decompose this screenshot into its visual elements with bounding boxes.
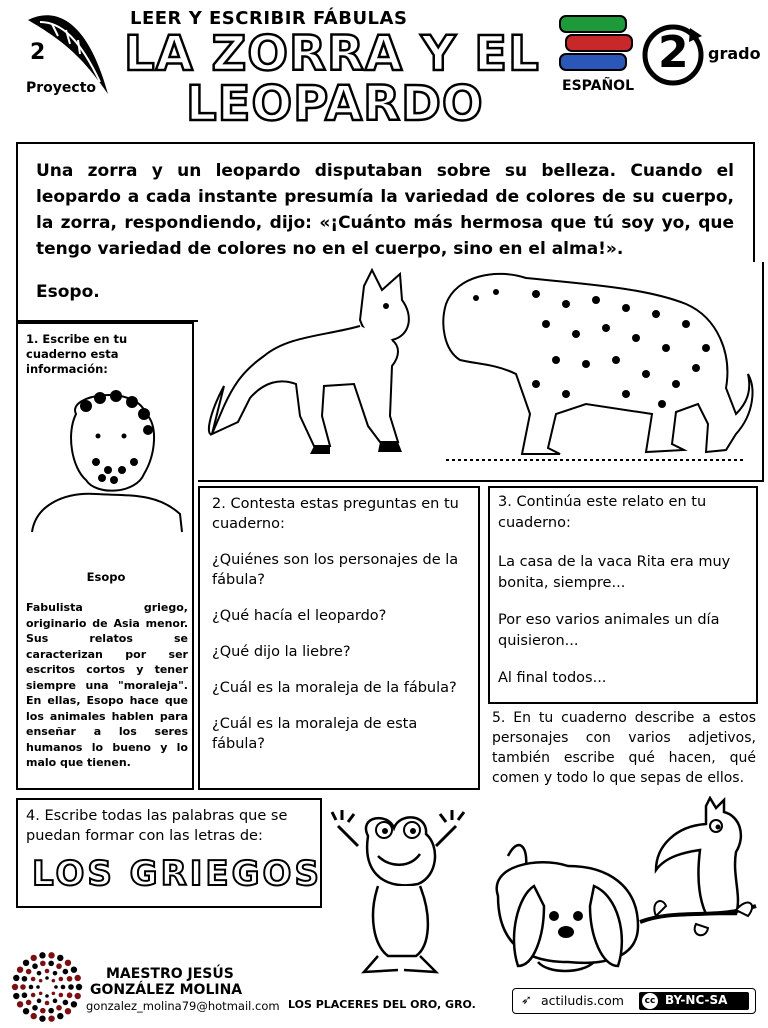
- question-4: ¿Cuál es la moraleja de la fábula?: [212, 680, 457, 696]
- grade-label: grado: [708, 44, 761, 63]
- activity3-title: 3. Continúa este relato en tu cuaderno:: [498, 494, 707, 531]
- activity4-box: [16, 798, 322, 908]
- page-title-line2: LEOPARDO: [186, 76, 484, 132]
- activity5-text: 5. En tu cuaderno describe a estos personajes con varios adjetivos, también escribe qué hacen, qué comen y todo lo que sepas de ellos.: [492, 710, 756, 786]
- fox-illustration: [204, 266, 436, 476]
- activity1-box: [16, 322, 194, 790]
- activity2-box: [198, 486, 480, 790]
- page-title-line1: LA ZORRA Y EL: [124, 26, 540, 82]
- fable-author: Esopo.: [36, 282, 100, 302]
- cc-icon: cc: [642, 993, 658, 1009]
- books-icon: [556, 12, 636, 74]
- project-label: Proyecto: [26, 80, 97, 96]
- cc-license-badge: [639, 992, 749, 1010]
- frog-illustration: [328, 806, 478, 976]
- grade-number: 2: [658, 27, 689, 78]
- author-email: gonzalez_molina79@hotmail.com: [86, 999, 280, 1013]
- footer-place: LOS PLACERES DEL ORO, GRO.: [288, 998, 476, 1011]
- activity3-line-1: La casa de la vaca Rita era muy bonita, siempre...: [498, 554, 731, 591]
- cc-license-text: BY-NC-SA: [665, 993, 728, 1007]
- aesop-caption: Esopo: [86, 570, 126, 584]
- author-line2: GONZÁLEZ MOLINA: [90, 982, 243, 998]
- question-3: ¿Qué dijo la liebre?: [212, 644, 351, 660]
- dotted-circle-logo: [10, 950, 84, 1024]
- actiludis-badge: [512, 988, 756, 1014]
- subject-label: ESPAÑOL: [562, 78, 634, 94]
- leopard-illustration: [436, 264, 758, 476]
- project-number: 2: [30, 40, 46, 65]
- page-subtitle: LEER Y ESCRIBIR FÁBULAS: [130, 8, 408, 29]
- activity1-title: 1. Escribe en tu cuaderno esta información:: [26, 332, 128, 376]
- aesop-portrait: [26, 384, 186, 534]
- question-5: ¿Cuál es la moraleja de esta fábula?: [212, 716, 418, 752]
- activity3-box: [488, 486, 758, 704]
- author-line1: MAESTRO JESÚS: [106, 966, 234, 982]
- question-1: ¿Quiénes son los personajes de la fábula?: [212, 552, 459, 588]
- activity3-line-3: Al final todos...: [498, 670, 607, 686]
- question-2: ¿Qué hacía el leopardo?: [212, 608, 387, 624]
- actiludis-icon: ➶: [521, 993, 532, 1008]
- actiludis-site[interactable]: actiludis.com: [541, 993, 624, 1008]
- fable-text: Una zorra y un leopardo disputaban sobre su belleza. Cuando el leopardo a cada instante presumía la variedad de colores de su cuerpo, la zorra, respondiendo, dijo: «¡Cuánto más hermosa que tú soy yo, que tengo variedad de colores no en el cuerpo, sino en el alma!».: [36, 161, 734, 259]
- activity4-word: LOS GRIEGOS: [32, 854, 322, 894]
- activity3-line-2: Por eso varios animales un día quisieron...: [498, 612, 720, 649]
- puppy-illustration: [478, 836, 650, 976]
- activity2-title: 2. Contesta estas preguntas en tu cuaderno:: [212, 496, 459, 532]
- bird-illustration: [636, 796, 762, 946]
- activity4-title: 4. Escribe todas las palabras que se puedan formar con las letras de:: [26, 808, 288, 844]
- activity1-body: Fabulista griego, originario de Asia menor. Sus relatos se caracterizan por ser escritos cortos y tener siempre una "moraleja". En ellas, Esopo hace que los animales hablen para enseñar a los seres humanos lo bueno y lo malo que tienen.: [26, 601, 188, 769]
